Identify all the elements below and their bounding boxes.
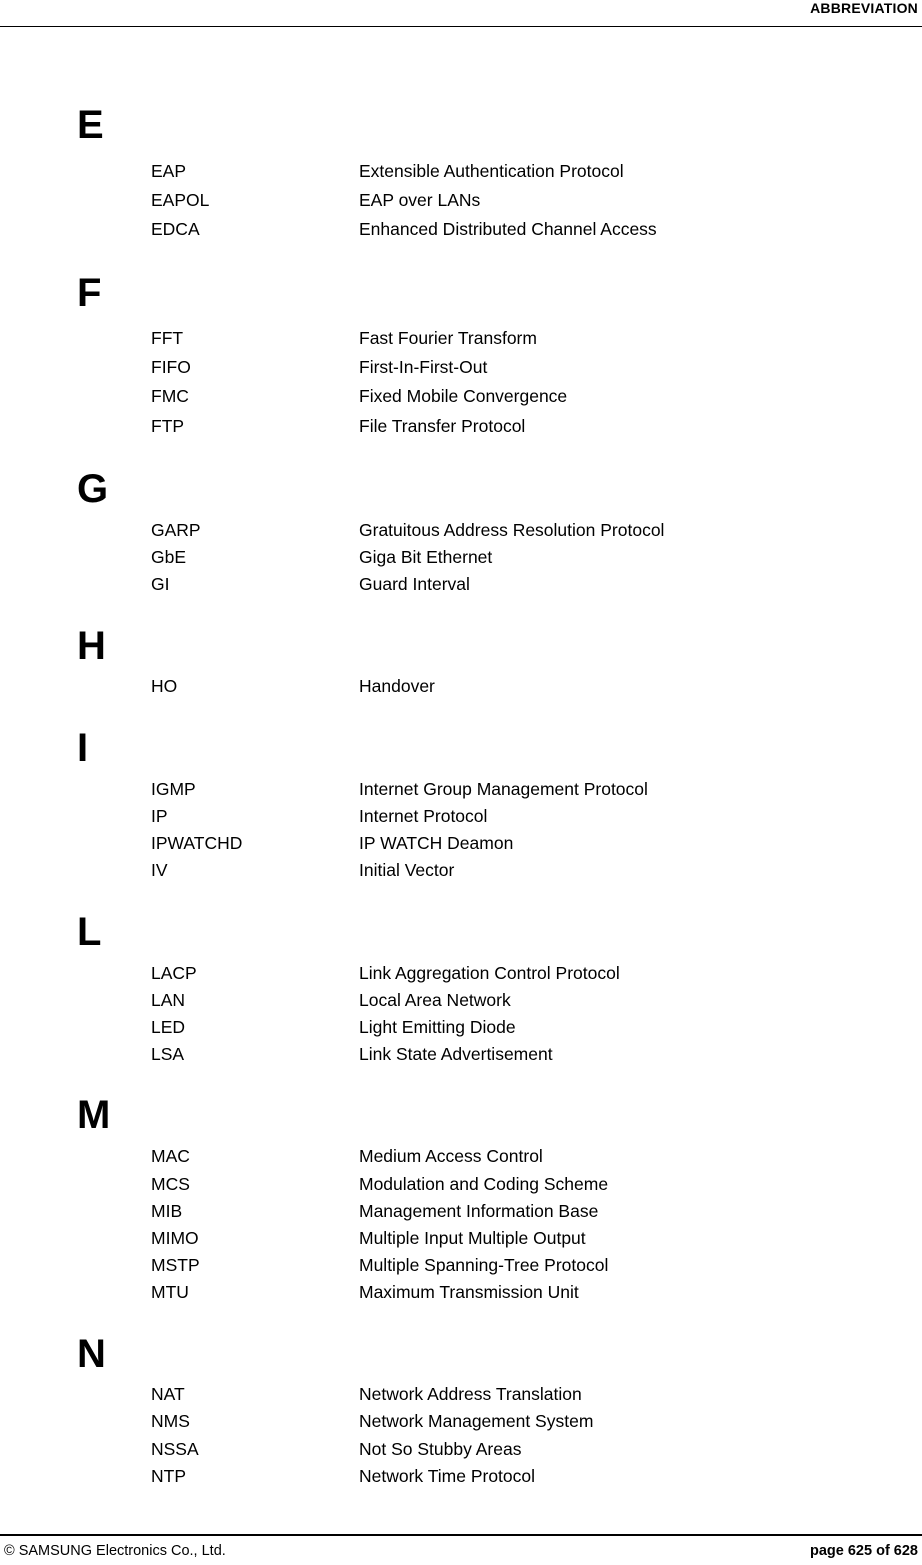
footer-page-number: page 625 of 628 [810, 1543, 918, 1559]
definition: Not So Stubby Areas [359, 1439, 522, 1459]
header-title: ABBREVIATION [810, 0, 918, 16]
list-item [0, 1144, 922, 1168]
list-item [0, 414, 922, 438]
definition: Extensible Authentication Protocol [359, 161, 624, 181]
section-letter: H [77, 624, 106, 668]
abbreviation: FMC [151, 386, 189, 406]
definition: Guard Interval [359, 574, 470, 594]
list-item [0, 188, 922, 212]
list-item [0, 777, 922, 801]
list-item [0, 804, 922, 828]
list-item [0, 1042, 922, 1066]
list-item [0, 831, 922, 855]
abbreviation: GbE [151, 547, 187, 567]
definition: Gratuitous Address Resolution Protocol [359, 520, 665, 540]
header-divider [0, 26, 922, 27]
abbreviation: NMS [151, 1411, 190, 1431]
section-letter: E [77, 103, 104, 147]
abbreviation: LAN [151, 990, 186, 1010]
list-item [0, 572, 922, 596]
abbreviation: IGMP [151, 779, 196, 799]
abbreviation: LACP [151, 963, 197, 983]
abbreviation: IPWATCHD [151, 833, 243, 853]
abbreviation: IP [151, 806, 168, 826]
abbreviation: NTP [151, 1466, 186, 1486]
abbreviation: EAP [151, 161, 187, 181]
abbreviation: IV [151, 860, 168, 880]
definition: Local Area Network [359, 990, 511, 1010]
abbreviation: GI [151, 574, 170, 594]
definition: Light Emitting Diode [359, 1017, 516, 1037]
definition: Link Aggregation Control Protocol [359, 963, 620, 983]
section-letter: M [77, 1093, 111, 1137]
definition: Giga Bit Ethernet [359, 547, 493, 567]
abbreviation: MCS [151, 1174, 190, 1194]
abbreviation: MAC [151, 1146, 190, 1166]
abbreviation: FIFO [151, 357, 191, 377]
list-item [0, 217, 922, 241]
abbreviation: FFT [151, 328, 184, 348]
definition: Modulation and Coding Scheme [359, 1174, 609, 1194]
abbreviation: GARP [151, 520, 201, 540]
definition: Management Information Base [359, 1201, 599, 1221]
list-item [0, 1015, 922, 1039]
abbreviation: HO [151, 676, 178, 696]
definition: Maximum Transmission Unit [359, 1282, 579, 1302]
definition: Initial Vector [359, 860, 455, 880]
abbreviation: NAT [151, 1384, 185, 1404]
list-item [0, 1226, 922, 1250]
definition: Multiple Input Multiple Output [359, 1228, 586, 1248]
definition: IP WATCH Deamon [359, 833, 514, 853]
list-item [0, 518, 922, 542]
list-item [0, 1280, 922, 1304]
abbreviation: LED [151, 1017, 186, 1037]
definition: Handover [359, 676, 435, 696]
definition: Internet Protocol [359, 806, 488, 826]
section-letter: G [77, 467, 109, 511]
list-item [0, 1253, 922, 1277]
definition: Multiple Spanning-Tree Protocol [359, 1255, 609, 1275]
abbreviation: MIMO [151, 1228, 199, 1248]
definition: Fast Fourier Transform [359, 328, 537, 348]
definition: Network Time Protocol [359, 1466, 536, 1486]
list-item [0, 355, 922, 379]
definition: Enhanced Distributed Channel Access [359, 219, 657, 239]
abbreviation: MTU [151, 1282, 189, 1302]
section-letter: N [77, 1332, 106, 1376]
list-item [0, 159, 922, 183]
definition: File Transfer Protocol [359, 416, 526, 436]
definition: Fixed Mobile Convergence [359, 386, 568, 406]
abbreviation: EDCA [151, 219, 200, 239]
abbreviation: LSA [151, 1044, 185, 1064]
footer-copyright: © SAMSUNG Electronics Co., Ltd. [4, 1543, 226, 1559]
list-item [0, 1172, 922, 1196]
list-item [0, 1437, 922, 1461]
section-letter: I [77, 726, 89, 770]
abbreviation: FTP [151, 416, 185, 436]
definition: Link State Advertisement [359, 1044, 553, 1064]
abbreviation: NSSA [151, 1439, 199, 1459]
definition: EAP over LANs [359, 190, 481, 210]
list-item [0, 1199, 922, 1223]
definition: Network Management System [359, 1411, 594, 1431]
abbreviation: MIB [151, 1201, 183, 1221]
list-item [0, 1382, 922, 1406]
list-item [0, 1464, 922, 1488]
list-item [0, 674, 922, 698]
definition: First-In-First-Out [359, 357, 488, 377]
abbreviation: EAPOL [151, 190, 210, 210]
list-item [0, 1409, 922, 1433]
definition: Internet Group Management Protocol [359, 779, 648, 799]
list-item [0, 326, 922, 350]
list-item [0, 858, 922, 882]
definition: Medium Access Control [359, 1146, 543, 1166]
list-item [0, 384, 922, 408]
list-item [0, 961, 922, 985]
section-letter: F [77, 271, 102, 315]
abbreviation: MSTP [151, 1255, 200, 1275]
list-item [0, 988, 922, 1012]
footer-divider [0, 1534, 922, 1536]
list-item [0, 545, 922, 569]
section-letter: L [77, 910, 102, 954]
definition: Network Address Translation [359, 1384, 582, 1404]
